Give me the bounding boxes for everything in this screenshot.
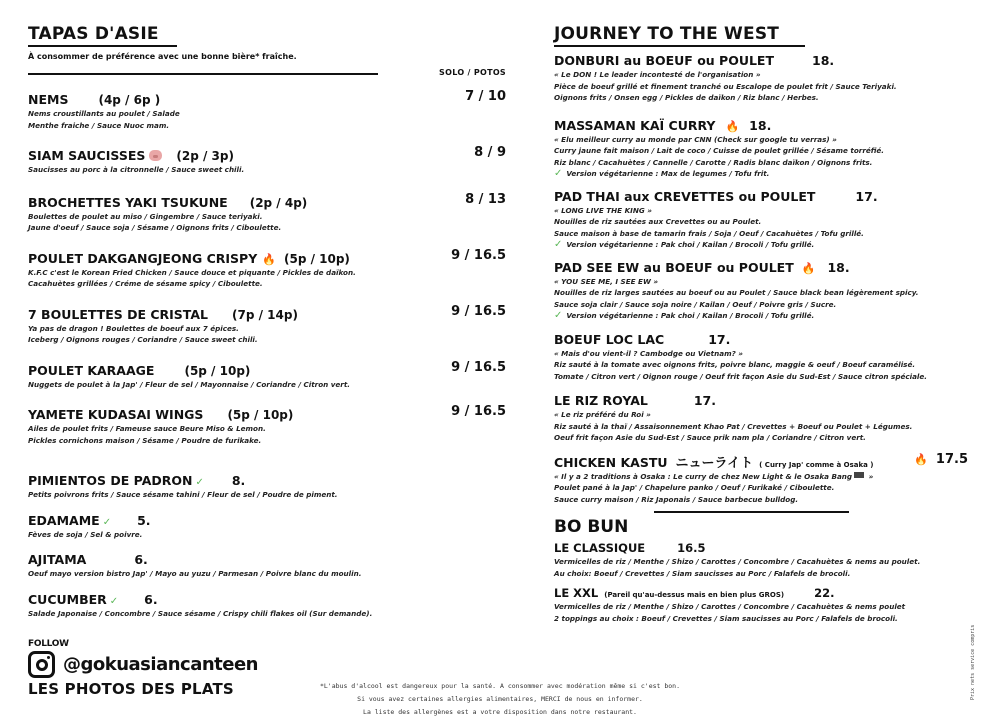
menu-item-poulet-dakgangjeong: POULET DAKGANGJEONG CRISPY 🔥 (5p / 10p) 9 / 16.5 K.F.C c'est le Korean Fried Chicken / Sauce douce et piquante / Pickles de daïkon. Cacahuètes grillées / Créme de sésame spicy / Ciboulette.	[28, 247, 506, 288]
menu-item-massaman-curry: MASSAMAN KAÏ CURRY 🔥 18. « Elu meilleur curry au monde par CNN (Check sur google tu verras) » Curry jaune fait maison / Lait de coco / Cuisse de poulet grillée / Sésame torréfié. Riz blanc / Cacahuètes / Cannelle / Carotte / Radis blanc daïkon / Oignons frits. ✓ Version végétarienne : Max de legumes / Tofu frit.	[554, 117, 885, 179]
gun-icon	[854, 472, 864, 478]
menu-item-le-classique: LE CLASSIQUE 16.5 Vermicelles de riz / Menthe / Shizo / Carottes / Concombre / Cacahuètes & nems au poulet. Au choix: Boeuf / Crevettes / Siam saucisses au Porc / Falafels de brocoli.	[554, 541, 921, 578]
menu-item-boeuf-loc-lac: BOEUF LOC LAC 17. « Mais d'ou vient-il ? Cambodge ou Vietnam? » Riz sauté à la tomate avec oignons frits, poivre blanc, maggie & oeuf / Boeuf caramélisé. Tomate / Citron vert / Oignon rouge / Oeuf frit façon Asie du Sud-Est / Sauce citron spéciale.	[554, 331, 927, 381]
vegetarian-leaf-icon: ✓	[102, 516, 112, 528]
menu-item-chicken-kastu: CHICKEN KASTU ニューライト ( Curry Jap' comme à Osaka ) 🔥 17.5 « Il y a 2 traditions à Osaka : Le curry de chez New Light & le Osaka Bang » Poulet pané à la Jap' / Chapelure panko / Oeuf / Furikaké / Ciboulette. Sauce curry maison / Riz Japonais / Sauce barbecue bulldog.	[554, 451, 968, 504]
journey-section	[554, 24, 968, 624]
fire-icon: 🔥	[914, 452, 928, 466]
price: 9 / 16.5	[451, 303, 506, 319]
menu-item-brochettes-yaki-tsukune: BROCHETTES YAKI TSUKUNE (2p / 4p) 8 / 13 Boulettes de poulet au miso / Gingembre / Sauce teriyaki. Jaune d'oeuf / Sauce soja / Sésame / Oignons frits / Ciboulette.	[28, 191, 506, 232]
fire-icon: 🔥	[725, 119, 740, 133]
menu-item-pad-see-ew: PAD SEE EW au BOEUF ou POULET 🔥 18. « YOU SEE ME, I SEE EW » Nouilles de riz larges sautées au boeuf ou au Poulet / Sauce black bean légèrement spicy. Sauce soja clair / Sauce soja noire / Kailan / Oeuf / Poivre gris / Sucre. ✓ Version végétarienne : Pak choi / Kailan / Brocoli / Tofu grillé.	[554, 259, 919, 321]
fire-icon: 🔥	[262, 252, 276, 266]
service-note: Prix nets service compris	[970, 624, 976, 700]
divider	[654, 511, 849, 513]
price: 9 / 16.5	[451, 404, 506, 419]
section-title-tapas: TAPAS D'ASIE	[28, 24, 177, 47]
menu-item-edamame: EDAMAME ✓ 5. Fèves de soja / Sel & poivre.	[28, 512, 151, 539]
menu-item-yamete-kudasai-wings: YAMETE KUDASAI WINGS (5p / 10p) 9 / 16.5 Ailes de poulet frits / Fameuse sauce Beure Miso & Lemon. Pickles cornichons maison / Sésame / Poudre de furikake.	[28, 404, 506, 445]
price: 9 / 16.5	[451, 247, 506, 263]
menu-item-cucumber: CUCUMBER ✓ 6. Salade Japonaise / Concombre / Sauce sésame / Crispy chili flakes oil (Sur demande).	[28, 591, 373, 618]
vegetarian-leaf-icon: ✓	[554, 168, 563, 179]
price: 8 / 9	[474, 145, 506, 160]
vegetarian-leaf-icon: ✓	[554, 239, 563, 250]
vegetarian-leaf-icon: ✓	[109, 595, 119, 607]
instagram-icon[interactable]	[28, 651, 55, 678]
tapas-section	[28, 24, 508, 619]
menu-item-le-xxl: LE XXL (Pareil qu'au-dessus mais en bien plus GROS) 22. Vermicelles de riz / Menthe / Shizo / Carottes / Concombre / Cacahuètes & nems poulet 2 toppings au choix : Boeuf / Crevettes / Siam saucisses au Porc / Falafels de brocoli.	[554, 586, 906, 623]
menu-item-poulet-karaage: POULET KARAAGE (5p / 10p) 9 / 16.5 Nuggets de poulet à la Jap' / Fleur de sel / Mayonnaise / Coriandre / Citron vert.	[28, 359, 506, 389]
vegetarian-leaf-icon: ✓	[195, 477, 204, 488]
price: 17.5	[935, 451, 968, 467]
divider	[28, 73, 378, 75]
section-title-journey: JOURNEY TO THE WEST	[554, 24, 805, 47]
price: 9 / 16.5	[451, 359, 506, 375]
menu-item-ajitama: AJITAMA 6. Oeuf mayo version bistro Jap' / Mayo au yuzu / Parmesan / Poivre blanc du moulin.	[28, 552, 362, 578]
menu-item-siam-saucisses: SIAM SAUCISSES (2p / 3p) 8 / 9 Saucisses au porc à la citronnelle / Sauce sweet chili.	[28, 145, 506, 174]
fire-icon: 🔥	[801, 261, 816, 275]
menu-item-nems: NEMS (4p / 6p ) 7 / 10 Nems croustillants au poulet / Salade Menthe fraiche / Sauce Nuoc mam.	[28, 89, 506, 130]
menu-item-pad-thai: PAD THAI aux CREVETTES ou POULET 17. « LONG LIVE THE KING » Nouilles de riz sautées aux Crevettes ou au Poulet. Sauce maison à base de tamarin frais / Soja / Oeuf / Cacahuètes / Tofu grillé. ✓ Version végétarienne : Pak choi / Kailan / Brocoli / Tofu grillé.	[554, 188, 878, 250]
price: 7 / 10	[465, 89, 506, 104]
vegetarian-leaf-icon: ✓	[554, 310, 563, 321]
menu-item-boulettes-de-cristal: 7 BOULETTES DE CRISTAL (7p / 14p) 9 / 16.5 Ya pas de dragon ! Boulettes de boeuf aux 7 épices. Iceberg / Oignons rouges / Coriandre / Sauce sweet chili.	[28, 303, 506, 344]
disclaimer: *L'abus d'alcool est dangereux pour la santé. A consommer avec modération même si c'est bon. Si vous avez certaines allergies alimentaires, MERCI de nous en informer. La liste des allergènes est a votre disposition dans notre restaurant.	[319, 682, 681, 716]
price: 8 / 13	[465, 191, 506, 207]
section-title-bobun: BO BUN	[554, 517, 629, 537]
menu-item-le-riz-royal: LE RIZ ROYAL 17. « Le riz préféré du Roi » Riz sauté à la thaï / Assaisonnement Khao Pat / Crevettes + Boeuf ou Poulet + Légumes. Oeuf frit façon Asie du Sud-Est / Sauce prik nam pla / Coriandre / Citron vert.	[554, 393, 913, 442]
menu-item-donburi: DONBURI au BOEUF ou POULET 18. « Le DON ! Le leader incontesté de l'organisation » Pièce de boeuf grillé et finement tranché ou Escalope de poulet frit / Sauce Teriyaki. Oignons frits / Onsen egg / Pickles de daïkon / Riz blanc / Herbes.	[554, 53, 897, 102]
instagram-follow-block[interactable]: FOLLOW @gokuasiancanteen LES PHOTOS DES PLATS	[28, 639, 258, 698]
menu-item-pimientos-de-padron: PIMIENTOS DE PADRON ✓ 8. Petits poivrons frits / Sauce sésame tahini / Fleur de sel / Poudre de piment.	[28, 473, 338, 499]
instagram-handle[interactable]: @gokuasiancanteen	[63, 654, 258, 675]
pig-icon	[149, 150, 162, 161]
tapas-subtitle: À consommer de préférence avec une bonne bière* fraîche.	[28, 52, 297, 61]
price-column-header: SOLO / POTOS	[439, 68, 506, 77]
